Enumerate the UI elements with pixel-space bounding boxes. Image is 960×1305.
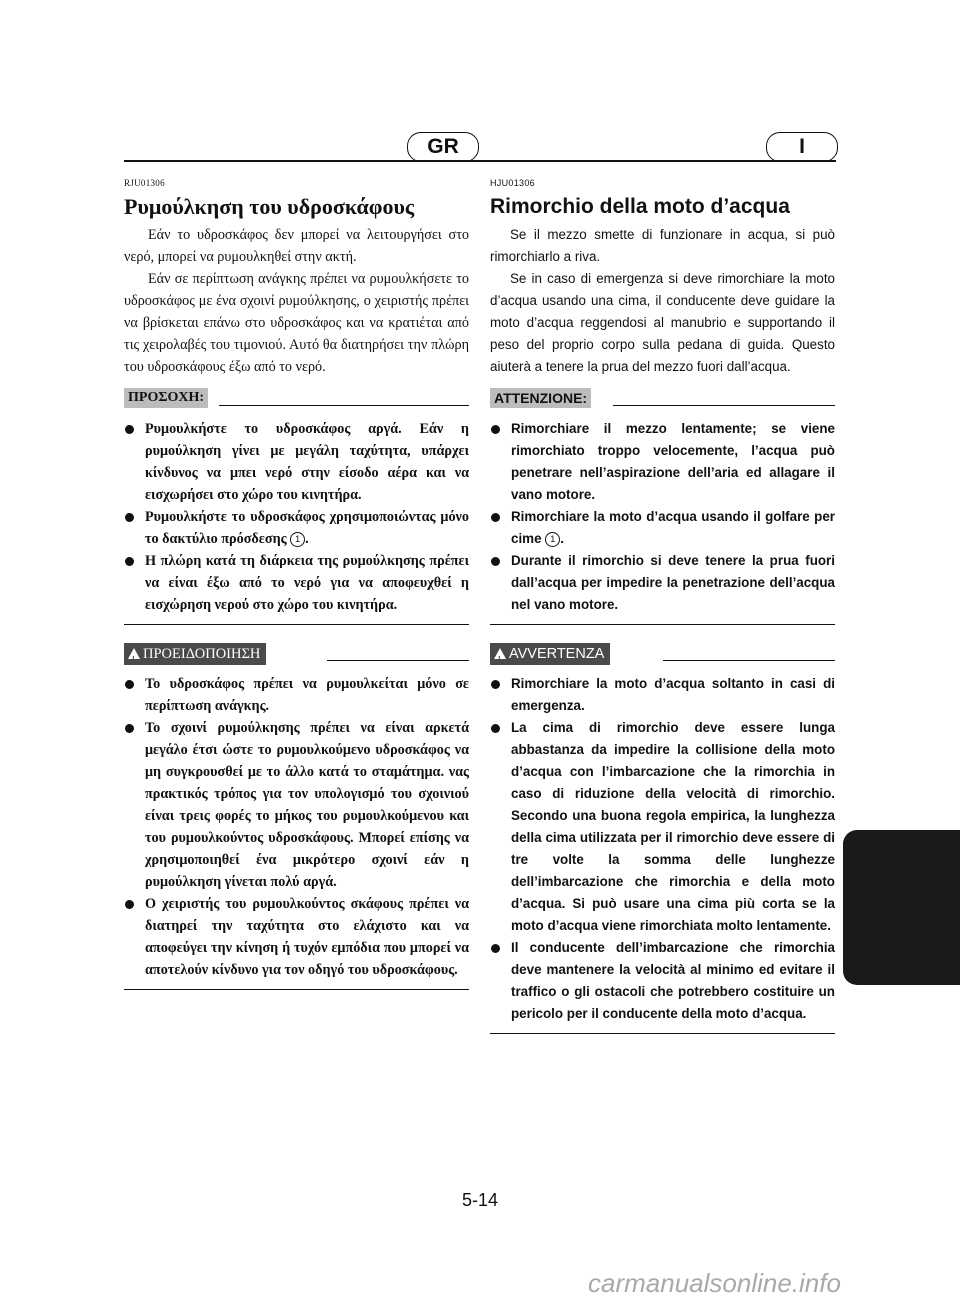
section-title: Ρυμούλκηση του υδροσκάφους — [124, 194, 415, 219]
caution-rule — [219, 405, 469, 406]
list-item: Il conducente dell’imbarcazione che rimorchia deve mantenere la velocità al minimo ed evitare il traffico o gli ostacoli che potrebbero costituire un pericolo per il conducente della moto d’acqua. — [490, 937, 835, 1025]
section-title: Rimorchio della moto d’acqua — [490, 195, 790, 218]
list-item: Το υδροσκάφος πρέπει να ρυμουλκείται μόνο σε περίπτωση ανάγκης. — [124, 673, 469, 717]
caution-label: ATTENZIONE: — [490, 388, 591, 408]
list-item: Ο χειριστής του ρυμουλκούντος σκάφους πρέπει να διατηρεί την ταχύτητα στο ελάχιστο και να αποφεύγει την κίνηση ή τυχόν εμπόδια που μπορεί να αποτελούν κίνδυνο για τον οδηγό του υδροσκάφους. — [124, 893, 469, 981]
warning-rule — [327, 660, 469, 661]
language-badge-gr: GR — [407, 132, 479, 162]
watermark: carmanualsonline.info — [588, 1268, 841, 1298]
caution-header — [124, 388, 469, 410]
list-item: Durante il rimorchio si deve tenere la prua fuori dall’acqua per impedire la penetrazione dell’acqua nel vano motore. — [490, 550, 835, 616]
warning-triangle-icon — [128, 648, 140, 659]
warning-label: !AVVERTENZA — [490, 643, 610, 665]
warning-triangle-icon — [494, 648, 506, 659]
section-end-rule — [490, 624, 835, 625]
bullet-icon — [491, 944, 500, 953]
list-item: Rimorchiare la moto d’acqua soltanto in casi di emergenza. — [490, 673, 835, 717]
list-item: Η πλώρη κατά τη διάρκεια της ρυμούλκησης πρέπει να είναι έξω από το νερό για να αποφευχθεί η εισχώρηση νερού στο χώρο του κινητήρα. — [124, 550, 469, 616]
bullet-icon — [125, 425, 134, 434]
list-item: La cima di rimorchio deve essere lunga abbastanza da impedire la collisione della moto d’acqua con l’imbarcazione che la rimorchia in caso di riduzione della velocità di rimorchio. Secondo una buona regola empirica, la lunghezza della cima utilizzata per il rimorchio deve essere di tre volte la somma delle lunghezze dell’imbarcazione che rimorchia e della moto d’acqua. Si può usare una cima più corta se la moto d’acqua viene rimorchiata molto lentamente. — [490, 717, 835, 937]
paragraph: Se il mezzo smette di funzionare in acqua, si può rimorchiarlo a riva. — [490, 227, 835, 264]
reference-marker: 1 — [290, 532, 305, 547]
page-number: 5-14 — [461, 1190, 499, 1210]
italian-column — [490, 178, 835, 1034]
list-item: Ρυμουλκήστε το υδροσκάφος αργά. Εάν η ρυμούλκηση γίνει με μεγάλη ταχύτητα, υπάρχει κίνδυνος να μπει νερό στην είσοδο αέρα και να εισχωρήσει στο χώρο του κινητήρα. — [124, 418, 469, 506]
caution-list — [490, 418, 835, 616]
bullet-icon — [491, 680, 500, 689]
list-item: Rimorchiare la moto d’acqua usando il golfare per cime 1 . — [490, 506, 835, 550]
header-rule — [124, 160, 836, 162]
bullet-icon — [125, 900, 134, 909]
warning-list — [124, 673, 469, 981]
list-item: Το σχοινί ρυμούλκησης πρέπει να είναι αρκετά μεγάλο έτσι ώστε το ρυμουλκούμενο υδροσκάφος να μη συγκρουσθεί με το άλλο κατά το σταμάτημα. νας πρακτικός τρόπος για τον υπολογισμό του σχοινιού είναι τρεις φορές το μήκος του ρυμουλκούμενου και του ρυμουλκούντος υδροσκάφους. Μπορεί επίσης να χρησιμοποιηθεί ένα μικρότερο σχοινί εάν η ρυμούλκηση γίνεται πολύ αργά. — [124, 717, 469, 893]
warning-rule — [663, 660, 835, 661]
language-badge-it: I — [766, 132, 838, 162]
list-item: Ρυμουλκήστε το υδροσκάφος χρησιμοποιώντας μόνο το δακτύλιο πρόσδεσης 1 . — [124, 506, 469, 550]
list-item: Rimorchiare il mezzo lentamente; se viene rimorchiato troppo velocemente, l’acqua può penetrare nell’aspirazione dell’aria ed allagare il vano motore. — [490, 418, 835, 506]
warning-label: !ΠΡΟΕΙΔΟΠΟΙΗΣΗ — [124, 643, 266, 665]
section-code: HJU01306 — [490, 178, 535, 188]
section-code: RJU01306 — [124, 178, 165, 188]
bullet-icon — [491, 724, 500, 733]
warning-header — [490, 643, 835, 665]
caution-list — [124, 418, 469, 616]
caution-header — [490, 388, 835, 410]
bullet-icon — [491, 513, 500, 522]
greek-column — [124, 178, 469, 990]
section-end-rule — [124, 624, 469, 625]
bullet-icon — [125, 724, 134, 733]
warning-list — [490, 673, 835, 1025]
bullet-icon — [491, 557, 500, 566]
bullet-icon — [125, 513, 134, 522]
paragraph: Εάν το υδροσκάφος δεν μπορεί να λειτουργήσει στο νερό, μπορεί να ρυμουλκηθεί στην ακτή. — [124, 227, 469, 265]
caution-label: ΠΡΟΣΟΧΗ: — [124, 388, 208, 408]
section-end-rule — [490, 1033, 835, 1034]
bullet-icon — [125, 680, 134, 689]
section-end-rule — [124, 989, 469, 990]
paragraph: Εάν σε περίπτωση ανάγκης πρέπει να ρυμουλκήσετε το υδροσκάφος με ένα σχοινί ρυμούλκησης, ο χειριστής πρέπει να βρίσκεται επάνω στο υδροσκάφος και να κρατιέται από τις χειρολαβές του τιμονιού. Αυτό θα διατηρήσει την πλώρη του υδροσκάφους έξω από το νερό. — [124, 271, 469, 375]
bullet-icon — [125, 557, 134, 566]
paragraph: Se in caso di emergenza si deve rimorchiare la moto d’acqua usando una cima, il conducente deve guidare la moto d’acqua reggendosi al manubrio e supportando il peso del proprio corpo sulla pedana di guida. Questo aiuterà a tenere la prua del mezzo fuori dall’acqua. — [490, 271, 835, 374]
bullet-icon — [491, 425, 500, 434]
reference-marker: 1 — [545, 532, 560, 547]
caution-rule — [613, 405, 835, 406]
chapter-thumb-tab — [843, 830, 960, 985]
warning-header — [124, 643, 469, 665]
